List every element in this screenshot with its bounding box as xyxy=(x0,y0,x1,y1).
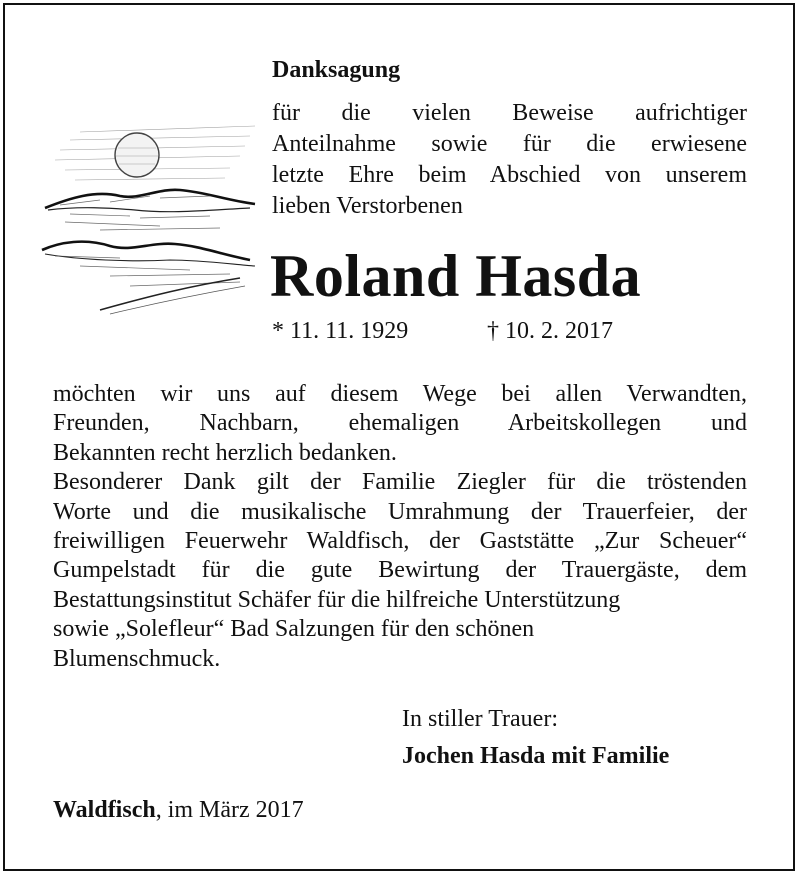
body-line: Blumenschmuck. xyxy=(53,645,221,672)
body-line: Worte und die musikalische Umrahmung der Trauerfeier, der xyxy=(53,498,747,525)
sun-over-hills-illustration xyxy=(40,110,265,320)
body-line: sowie „Solefleur“ Bad Salzungen für den schönen xyxy=(53,616,535,643)
intro-line: lieben Verstorbenen xyxy=(272,193,463,219)
body-line: Besonderer Dank gilt der Familie Ziegler für die tröstenden xyxy=(53,469,747,496)
intro-paragraph xyxy=(272,98,747,222)
death-date: † 10. 2. 2017 xyxy=(487,318,613,344)
birth-date: * 11. 11. 1929 xyxy=(272,318,409,344)
heading-danksagung: Danksagung xyxy=(272,57,401,83)
deceased-name: Roland Hasda xyxy=(270,243,642,309)
body-line: Bestattungsinstitut Schäfer für die hilfreiche Unterstützung xyxy=(53,586,621,613)
body-paragraph xyxy=(53,380,747,674)
date-text: , im März 2017 xyxy=(155,797,304,823)
intro-line: für die vielen Beweise aufrichtiger xyxy=(272,100,747,126)
place-date-line xyxy=(53,795,304,825)
intro-line: letzte Ehre beim Abschied von unserem xyxy=(272,162,747,188)
mourning-label: In stiller Trauer: xyxy=(402,706,558,732)
body-line: freiwilligen Feuerwehr Waldfisch, der Gaststätte „Zur Scheuer“ xyxy=(53,528,747,555)
mourning-family: Jochen Hasda mit Familie xyxy=(402,743,670,769)
body-line: Gumpelstadt für die gute Bewirtung der Trauergäste, dem xyxy=(53,557,747,584)
body-line: möchten wir uns auf diesem Wege bei allen Verwandten, xyxy=(53,381,747,407)
intro-line: Anteilnahme sowie für die erwiesene xyxy=(272,131,747,157)
body-line: Freunden, Nachbarn, ehemaligen Arbeitskollegen und xyxy=(53,410,747,437)
place-name: Waldfisch xyxy=(53,797,156,823)
body-line: Bekannten recht herzlich bedanken. xyxy=(53,439,397,466)
